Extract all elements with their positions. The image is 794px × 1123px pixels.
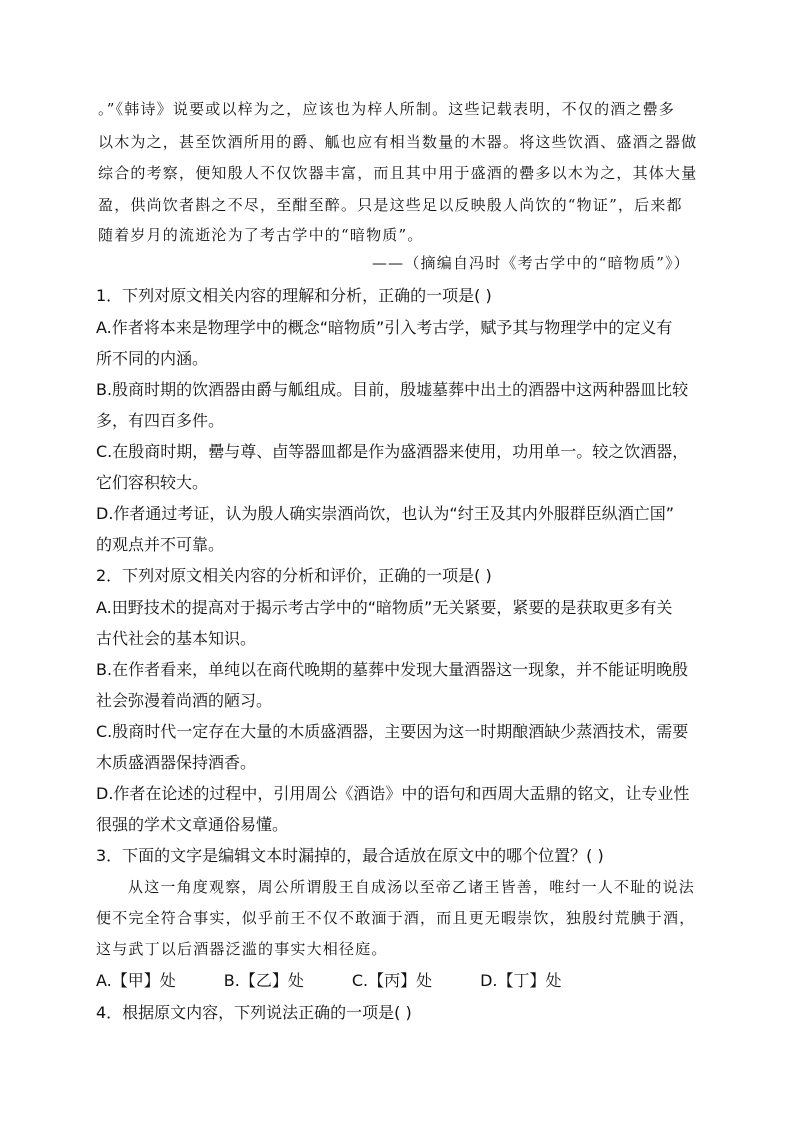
option-b: B.殷商时期的饮酒器由爵与觚组成。目前，殷墟墓葬中出土的酒器中这两种器皿比较 xyxy=(96,380,689,399)
option-a: A.【甲】处 xyxy=(96,971,176,990)
option-b: B.【乙】处 xyxy=(223,971,304,990)
option-b-cont: 多，有四百多件。 xyxy=(96,411,225,430)
option-d: D.作者在论述的过程中，引用周公《酒诰》中的语句和西周大盂鼎的铭文，让专业性 xyxy=(96,784,690,803)
question-stem: 3．下面的文字是编辑文本时漏掉的，最合适放在原文中的哪个位置？( ) xyxy=(96,846,604,865)
excerpt-line: 便不完全符合事实，似乎前王不仅不敢湎于酒，而且更无暇崇饮，独殷纣荒腆于酒， xyxy=(96,909,696,927)
passage-line: 随着岁月的流逝沦为了考古学中的“暗物质”。 xyxy=(98,226,424,244)
passage-line: 以木为之，甚至饮酒所用的爵、觚也应有相当数量的木器。将这些饮酒、盛酒之器做 xyxy=(98,133,698,151)
option-c: C.殷商时代一定存在大量的木质盛酒器，主要因为这一时期酿酒缺少蒸酒技术，需要 xyxy=(96,722,689,741)
option-d: D.【丁】处 xyxy=(480,971,562,990)
option-a: A.作者将本来是物理学中的概念“暗物质”引入考古学，赋予其与物理学中的定义有 xyxy=(96,318,673,337)
option-d-cont: 很强的学术文章通俗易懂。 xyxy=(96,815,289,834)
passage-line: 综合的考察，便知殷人不仅饮器丰富，而且其中用于盛酒的罍多以木为之，其体大量 xyxy=(98,164,698,182)
question-stem: 4．根据原文内容，下列说法正确的一项是( ) xyxy=(96,1003,412,1022)
option-c-cont: 木质盛酒器保持酒香。 xyxy=(96,753,257,772)
option-c: C.在殷商时期，罍与尊、卣等器皿都是作为盛酒器来使用，功用单一。较之饮酒器， xyxy=(96,442,689,461)
option-a-cont: 古代社会的基本知识。 xyxy=(96,629,257,648)
excerpt-line: 这与武丁以后酒器泛滥的事实大相径庭。 xyxy=(96,940,388,958)
option-a-cont: 所不同的内涵。 xyxy=(96,349,209,368)
question-3-options xyxy=(96,968,616,991)
excerpt-line: 从这一角度观察，周公所谓殷王自成汤以至帝乙诸王皆善，唯纣一人不耻的说法 xyxy=(128,878,696,896)
passage-source: ——（摘编自冯时《考古学中的“暗物质”》） xyxy=(371,254,690,272)
option-b-cont: 社会弥漫着尚酒的陋习。 xyxy=(96,691,273,710)
option-d-cont: 的观点并不可靠。 xyxy=(96,535,225,554)
option-a: A.田野技术的提高对于揭示考古学中的“暗物质”无关紧要，紧要的是获取更多有关 xyxy=(96,598,673,617)
option-c-cont: 它们容积较大。 xyxy=(96,473,209,492)
question-stem: 2．下列对原文相关内容的分析和评价，正确的一项是( ) xyxy=(96,566,492,585)
question-stem: 1．下列对原文相关内容的理解和分析，正确的一项是( ) xyxy=(96,286,492,305)
passage-line: 。”《韩诗》说要或以梓为之，应该也为梓人所制。这些记载表明，不仅的酒之罍多 xyxy=(98,100,676,118)
passage-line: 盈，供尚饮者斟之不尽，至酣至醉。只是这些足以反映殷人尚饮的“物证”，后来都 xyxy=(98,196,683,214)
option-d: D.作者通过考证，认为殷人确实崇酒尚饮，也认为“纣王及其内外服群臣纵酒亡国” xyxy=(96,504,674,523)
option-b: B.在作者看来，单纯以在商代晚期的墓葬中发现大量酒器这一现象，并不能证明晚殷 xyxy=(96,660,689,679)
option-c: C.【丙】处 xyxy=(351,971,433,990)
